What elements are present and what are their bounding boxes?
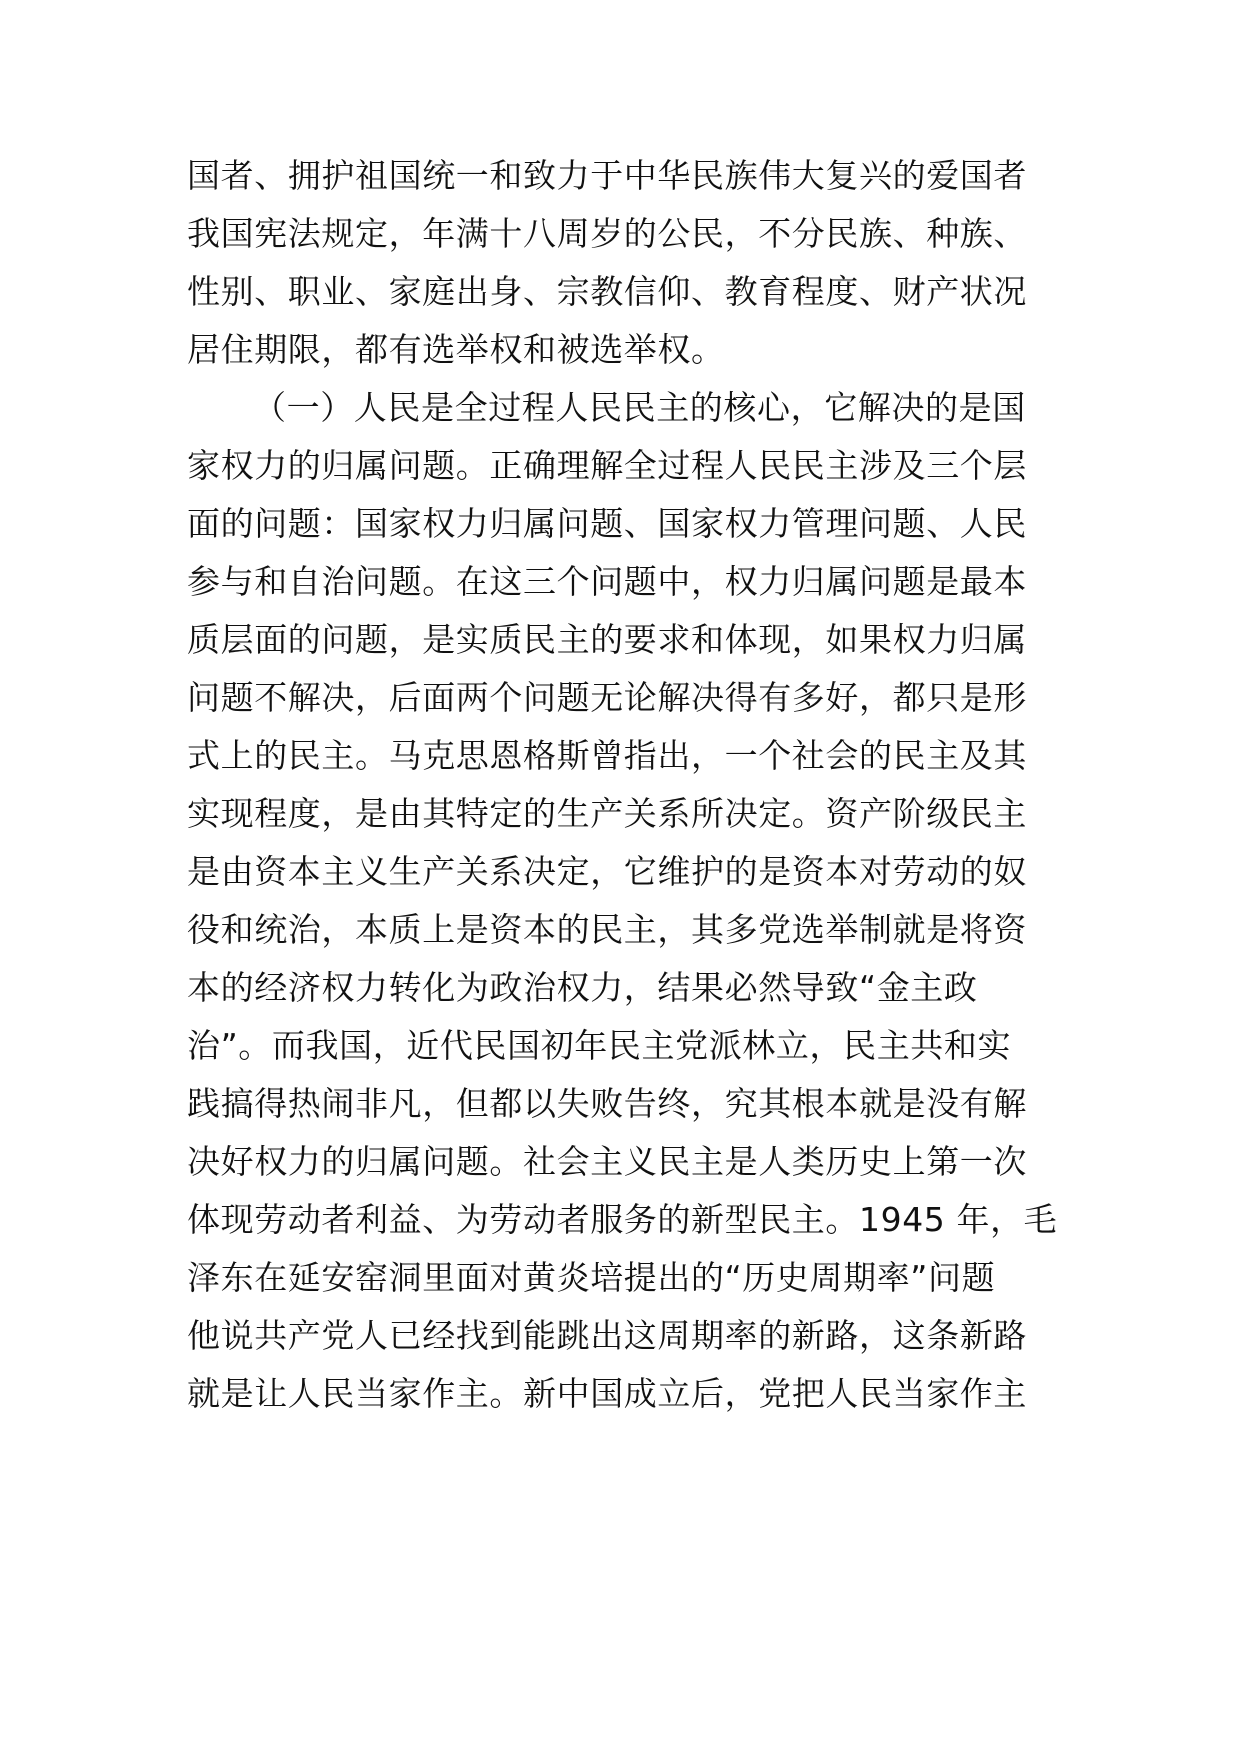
text-line: 本的经济权力转化为政治权力，结果必然导致“金主政 <box>187 968 978 1007</box>
text-line: 性别、职业、家庭出身、宗教信仰、教育程度、财产状况 <box>187 272 1027 311</box>
text-line: 国者、拥护祖国统一和致力于中华民族伟大复兴的爱国者 <box>187 156 1027 195</box>
text-line: 决好权力的归属问题。社会主义民主是人类历史上第一次 <box>187 1142 1027 1181</box>
text-line: 践搞得热闹非凡，但都以失败告终，究其根本就是没有解 <box>187 1084 1027 1123</box>
text-line: 治”。而我国，近代民国初年民主党派林立，民主共和实 <box>187 1026 1012 1065</box>
text-line: 面的问题：国家权力归属问题、国家权力管理问题、人民 <box>187 504 1027 543</box>
text-line: 参与和自治问题。在这三个问题中，权力归属问题是最本 <box>187 562 1027 601</box>
text-line: 是由资本主义生产关系决定，它维护的是资本对劳动的奴 <box>187 852 1027 891</box>
text-line: 他说共产党人已经找到能跳出这周期率的新路，这条新路 <box>187 1316 1027 1355</box>
text-line: 式上的民主。马克思恩格斯曾指出，一个社会的民主及其 <box>187 736 1027 775</box>
text-line: 役和统治，本质上是资本的民主，其多党选举制就是将资 <box>187 910 1027 949</box>
text-line: 问题不解决，后面两个问题无论解决得有多好，都只是形 <box>187 678 1027 717</box>
text-line: 体现劳动者利益、为劳动者服务的新型民主。1945 年，毛 <box>187 1200 1058 1239</box>
text-line: 泽东在延安窑洞里面对黄炎培提出的“历史周期率”问题 <box>187 1258 996 1297</box>
text-line: 家权力的归属问题。正确理解全过程人民民主涉及三个层 <box>187 446 1027 485</box>
text-line: 实现程度，是由其特定的生产关系所决定。资产阶级民主 <box>187 794 1027 833</box>
paragraph-first-line: （一）人民是全过程人民民主的核心，它解决的是国 <box>253 388 1026 427</box>
text-line: 居住期限，都有选举权和被选举权。 <box>187 330 725 369</box>
text-line: 质层面的问题，是实质民主的要求和体现，如果权力归属 <box>187 620 1027 659</box>
text-line: 我国宪法规定，年满十八周岁的公民，不分民族、种族、 <box>187 214 1027 253</box>
text-line: 就是让人民当家作主。新中国成立后，党把人民当家作主 <box>187 1374 1027 1413</box>
